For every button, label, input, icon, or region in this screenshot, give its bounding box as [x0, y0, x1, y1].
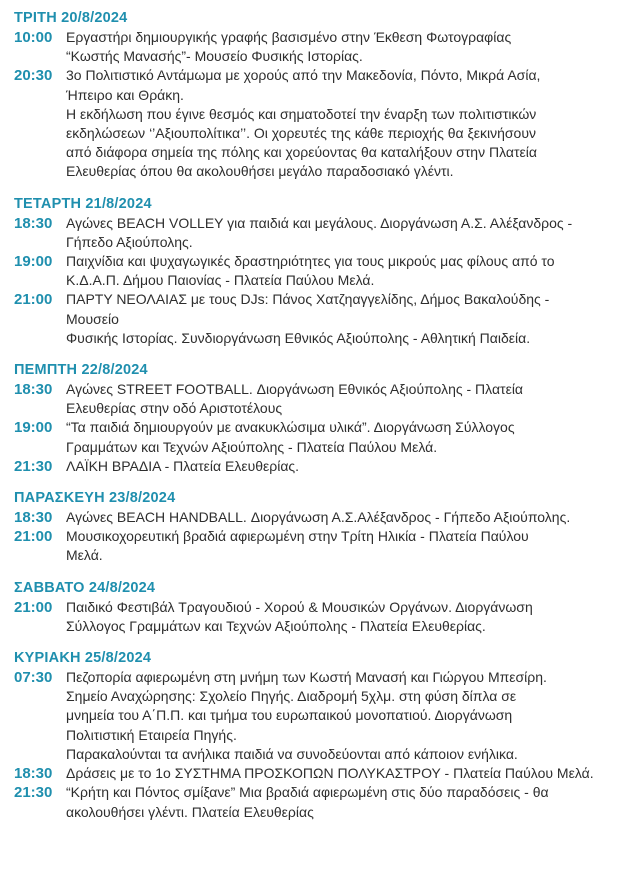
event-description: Πεζοπορία αφιερωμένη στη μνήμη των Κωστή Μανασή και Γιώργου Μπεσίρη. Σημείο Αναχώρησης: Σχολείο Πηγής. Διαδρομή 5χλμ. στη φύση δίπλα σε μνημεία του Α΄Π.Π. και τμήμα του ευρωπαικού μονοπατιού. Διοργάνωση Πολιτιστική Εταιρεία Πηγής. Παρακαλούνται τα ανήλικα παιδιά να συνοδεύονται από κάποιον ενήλικα. — [66, 669, 547, 762]
event-time: 20:30 — [14, 67, 53, 85]
event-description: ΛΑΪΚΗ ΒΡΑΔΙΑ - Πλατεία Ελευθερίας. — [66, 457, 300, 474]
event-row — [14, 418, 621, 456]
event-time: 10:00 — [14, 29, 53, 46]
day-title: ΤΕΤΑΡΤΗ 21/8/2024 — [14, 195, 152, 212]
event-time: 19:00 — [14, 419, 53, 437]
event-description: ΠΑΡΤΥ ΝΕΟΛΑΙΑΣ με τους DJs: Πάνος Χατζηαγγελίδης, Δήμος Βακαλούδης - Μουσείο Φυσικής Ιστορίας. Συνδιοργάνωση Εθνικός Αξιούπολης - Αθλητική Παιδεία. — [66, 291, 550, 346]
event-row — [14, 214, 621, 252]
day-block — [14, 489, 621, 566]
event-time: 21:00 — [14, 291, 53, 309]
day-title: ΤΡΙΤΗ 20/8/2024 — [14, 10, 128, 26]
event-description: Εργαστήρι δημιουργικής γραφής βασισμένο στην Έκθεση Φωτογραφίας “Κωστής Μανασής”- Μουσείο Φυσικής Ιστορίας. — [66, 29, 512, 65]
day-title: ΚΥΡΙΑΚΗ 25/8/2024 — [14, 650, 152, 667]
event-row — [14, 598, 621, 636]
event-description: 3ο Πολιτιστικό Αντάμωμα με χορούς από την Μακεδονία, Πόντο, Μικρά Ασία, Ήπειρο και Θράκη. Η εκδήλωση που έγινε θεσμός και σηματοδοτεί την έναρξη των πολιτιστικών εκδηλώσεων ‘’Αξιουπολίτικα’’. Οι χορευτές της κάθε περιοχής θα ξεκινήσουν από διάφορα σημεία της πόλης και χορεύοντας θα καταλήξουν στην Πλατεία Ελευθερίας όπου θα ακολουθήσει μεγάλο παραδοσιακό γλέντι. — [66, 67, 541, 180]
event-row — [14, 764, 621, 783]
event-description: Παιδικό Φεστιβάλ Τραγουδιού - Χορού & Μουσικών Οργάνων. Διοργάνωση Σύλλογος Γραμμάτων και Τεχνών Αξιούπολης - Πλατεία Ελευθερίας. — [66, 598, 533, 634]
event-row — [14, 783, 621, 821]
day-title: ΠΑΡΑΣΚΕΥΗ 23/8/2024 — [14, 490, 176, 507]
event-description: Παιχνίδια και ψυχαγωγικές δραστηριότητες για τους μικρούς μας φίλους από το Κ.Δ.Α.Π. Δήμου Παιονίας - Πλατεία Παύλου Μελά. — [66, 253, 555, 289]
day-block — [14, 9, 621, 182]
event-row — [14, 252, 621, 290]
event-time: 18:30 — [14, 381, 53, 399]
event-description: Αγώνες STREET FOOTBALL. Διοργάνωση Εθνικός Αξιούπολης - Πλατεία Ελευθερίας στην οδό Αριστοτέλους — [66, 381, 524, 417]
event-time: 18:30 — [14, 765, 53, 783]
event-description: “Κρήτη και Πόντος σμίξανε” Μια βραδιά αφιερωμένη στις δύο παραδόσεις - θα ακολουθήσει γλέντι. Πλατεία Ελευθερίας — [66, 784, 549, 820]
event-row — [14, 508, 621, 527]
day-block — [14, 579, 621, 636]
event-row — [14, 668, 621, 764]
day-title: ΣΑΒΒΑΤΟ 24/8/2024 — [14, 579, 156, 596]
event-description: Δράσεις με το 1ο ΣΥΣΤΗΜΑ ΠΡΟΣΚΟΠΩΝ ΠΟΛΥΚΑΣΤΡΟΥ - Πλατεία Παύλου Μελά. — [66, 765, 594, 782]
event-row — [14, 66, 621, 181]
event-description: “Τα παιδιά δημιουργούν με ανακυκλώσιμα υλικά”. Διοργάνωση Σύλλογος Γραμμάτων και Τεχνών Αξιούπολης - Πλατεία Παύλου Μελά. — [66, 419, 515, 455]
day-block — [14, 649, 621, 822]
event-description: Αγώνες BEACH HANDBALL. Διοργάνωση Α.Σ.Αλέξανδρος - Γήπεδο Αξιούπολης. — [66, 509, 571, 526]
event-time: 07:30 — [14, 669, 53, 687]
event-row — [14, 457, 621, 476]
event-time: 21:00 — [14, 528, 53, 546]
event-time: 18:30 — [14, 509, 53, 527]
event-row — [14, 527, 621, 565]
event-time: 18:30 — [14, 214, 53, 232]
event-time: 21:00 — [14, 598, 53, 616]
day-block — [14, 361, 621, 476]
day-block — [14, 195, 621, 348]
event-row — [14, 380, 621, 418]
event-row — [14, 28, 621, 66]
event-time: 21:30 — [14, 784, 53, 802]
day-title: ΠΕΜΠΤΗ 22/8/2024 — [14, 362, 148, 379]
event-time: 19:00 — [14, 253, 53, 271]
event-description: Μουσικοχορευτική βραδιά αφιερωμένη στην Τρίτη Ηλικία - Πλατεία Παύλου Μελά. — [66, 528, 529, 564]
event-description: Αγώνες BEACH VOLLEY για παιδιά και μεγάλους. Διοργάνωση Α.Σ. Αλέξανδρος - Γήπεδο Αξιούπολης. — [66, 214, 573, 250]
event-row — [14, 290, 621, 348]
event-time: 21:30 — [14, 457, 53, 475]
